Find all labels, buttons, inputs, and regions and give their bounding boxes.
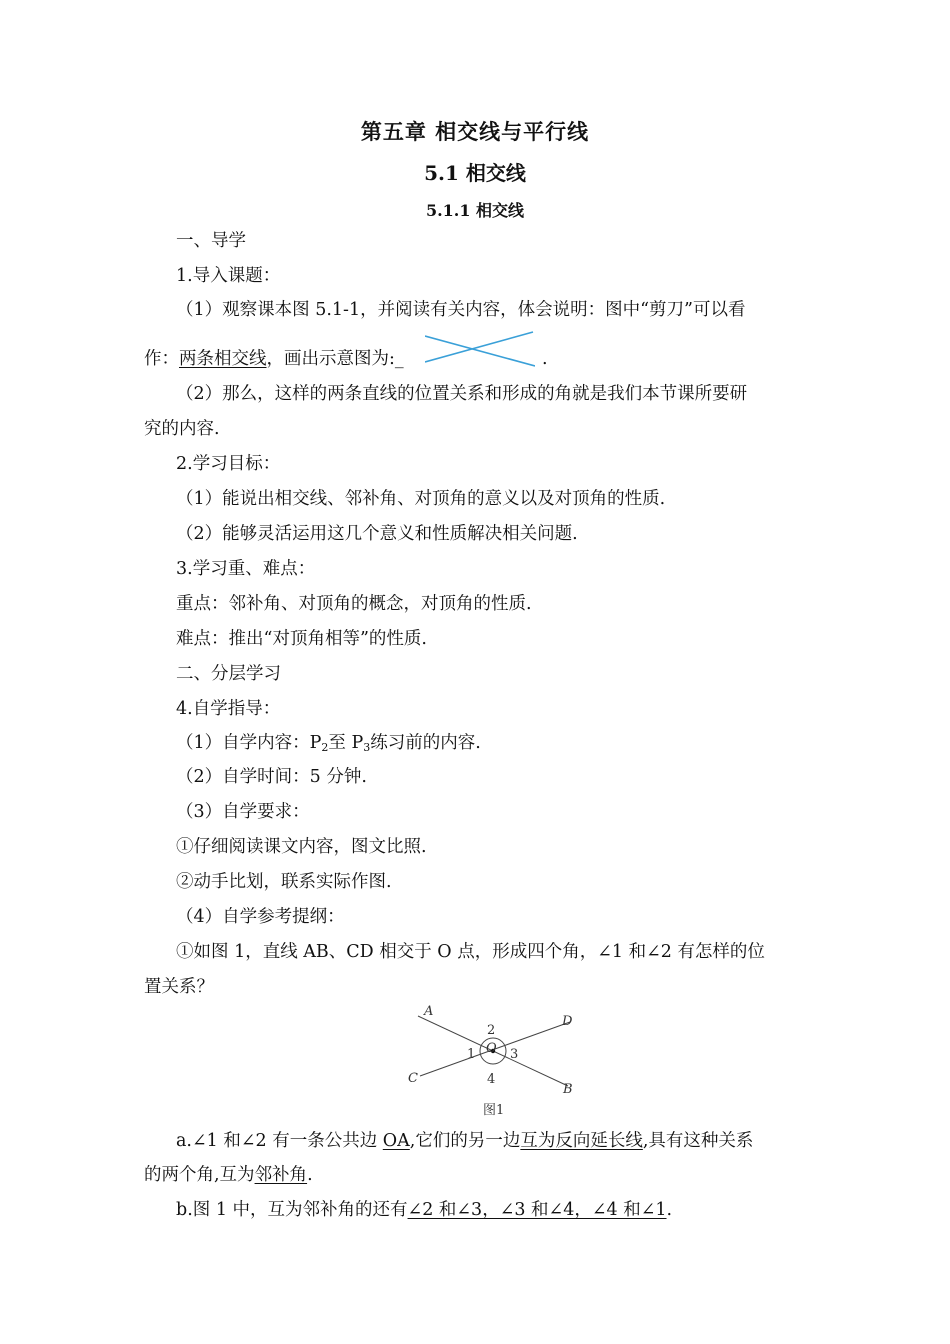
study-time: （2）自学时间：5 分钟. bbox=[176, 767, 367, 787]
label-A: A bbox=[424, 1004, 434, 1019]
outline-heading: （4）自学参考提纲： bbox=[176, 907, 345, 927]
answer-a-line1 bbox=[176, 1130, 753, 1152]
b-blank: ∠2 和∠3，∠3 和∠4，∠4 和∠1 bbox=[407, 1200, 667, 1220]
p1-end: . bbox=[542, 349, 548, 369]
difficult-point: 难点：推出“对顶角相等”的性质. bbox=[176, 629, 427, 649]
p1-suffix: ，画出示意图为:_ bbox=[266, 349, 404, 369]
content-sub-1: 2 bbox=[321, 741, 329, 754]
scissors-line-1 bbox=[425, 336, 535, 366]
figure-1 bbox=[400, 1000, 590, 1122]
label-D: D bbox=[562, 1014, 573, 1029]
requirement-2: ②动手比划，联系实际作图. bbox=[176, 872, 392, 892]
label-B: B bbox=[563, 1082, 573, 1097]
a2-suffix: . bbox=[307, 1165, 313, 1185]
item1-heading: 1.导入课题： bbox=[176, 266, 281, 286]
angle-4-label: 4 bbox=[487, 1072, 496, 1087]
b-prefix: b.图 1 中，互为邻补角的还有 bbox=[176, 1200, 408, 1220]
a-prefix: a.∠1 和∠2 有一条公共边 bbox=[176, 1131, 383, 1151]
question-1-line2: 置关系？ bbox=[144, 977, 214, 997]
a-blank-2: 互为反向延长线 bbox=[520, 1131, 643, 1151]
item3-heading: 3.学习重、难点： bbox=[176, 559, 316, 579]
label-C: C bbox=[408, 1071, 418, 1086]
item1-p1-line2 bbox=[144, 348, 404, 370]
item1-p2-line2: 究的内容. bbox=[144, 419, 220, 439]
goal-2: （2）能够灵活运用这几个意义和性质解决相关问题. bbox=[176, 524, 578, 544]
p1-answer-blank: 两条相交线 bbox=[179, 349, 267, 369]
item4-heading: 4.自学指导： bbox=[176, 699, 281, 719]
angle-3-label: 3 bbox=[510, 1047, 519, 1062]
answer-a-line2 bbox=[144, 1164, 313, 1186]
content-mid: 至 P bbox=[328, 733, 364, 753]
a2-prefix: 的两个角,互为 bbox=[144, 1165, 255, 1185]
p1-prefix: 作： bbox=[144, 349, 179, 369]
scissors-sketch bbox=[425, 330, 535, 368]
angle-1-label: 1 bbox=[467, 1047, 476, 1062]
part2-heading: 二、分层学习 bbox=[176, 664, 281, 684]
key-point: 重点：邻补角、对顶角的概念，对顶角的性质. bbox=[176, 594, 532, 614]
b-suffix: . bbox=[666, 1200, 673, 1220]
content-sub-2: 3 bbox=[363, 741, 371, 754]
a-mid: ,它们的另一边 bbox=[409, 1131, 521, 1151]
figure-caption: 图1 bbox=[483, 1103, 505, 1118]
item1-p1-line1: （1）观察课本图 5.1-1，并阅读有关内容，体会说明：图中“剪刀”可以看 bbox=[176, 300, 746, 320]
requirements-heading: （3）自学要求： bbox=[176, 802, 310, 822]
subsection-title: 5.1.1 相交线 bbox=[425, 201, 525, 220]
answer-b bbox=[176, 1199, 672, 1221]
chapter-title: 第五章 相交线与平行线 bbox=[360, 119, 590, 144]
item2-heading: 2.学习目标： bbox=[176, 454, 281, 474]
requirement-1: ①仔细阅读课文内容，图文比照. bbox=[176, 837, 427, 857]
part1-heading: 一、导学 bbox=[176, 231, 246, 251]
a-blank-3: 邻补角 bbox=[254, 1165, 308, 1185]
label-O: O bbox=[486, 1041, 497, 1056]
content-suffix: 练习前的内容. bbox=[370, 733, 481, 753]
a-suffix: ,具有这种关系 bbox=[642, 1131, 754, 1151]
angle-2-label: 2 bbox=[487, 1023, 496, 1038]
question-1-line1: ①如图 1，直线 AB、CD 相交于 O 点，形成四个角，∠1 和∠2 有怎样的位 bbox=[176, 942, 765, 962]
content-prefix: （1）自学内容：P bbox=[176, 733, 322, 753]
item1-p2-line1: （2）那么，这样的两条直线的位置关系和形成的角就是我们本节课所要研 bbox=[176, 384, 748, 404]
scissors-line-2 bbox=[425, 332, 533, 362]
a-blank-1: OA bbox=[382, 1131, 410, 1151]
section-title: 5.1 相交线 bbox=[424, 161, 526, 185]
goal-1: （1）能说出相交线、邻补角、对顶角的意义以及对顶角的性质. bbox=[176, 489, 666, 509]
study-content bbox=[176, 732, 481, 754]
